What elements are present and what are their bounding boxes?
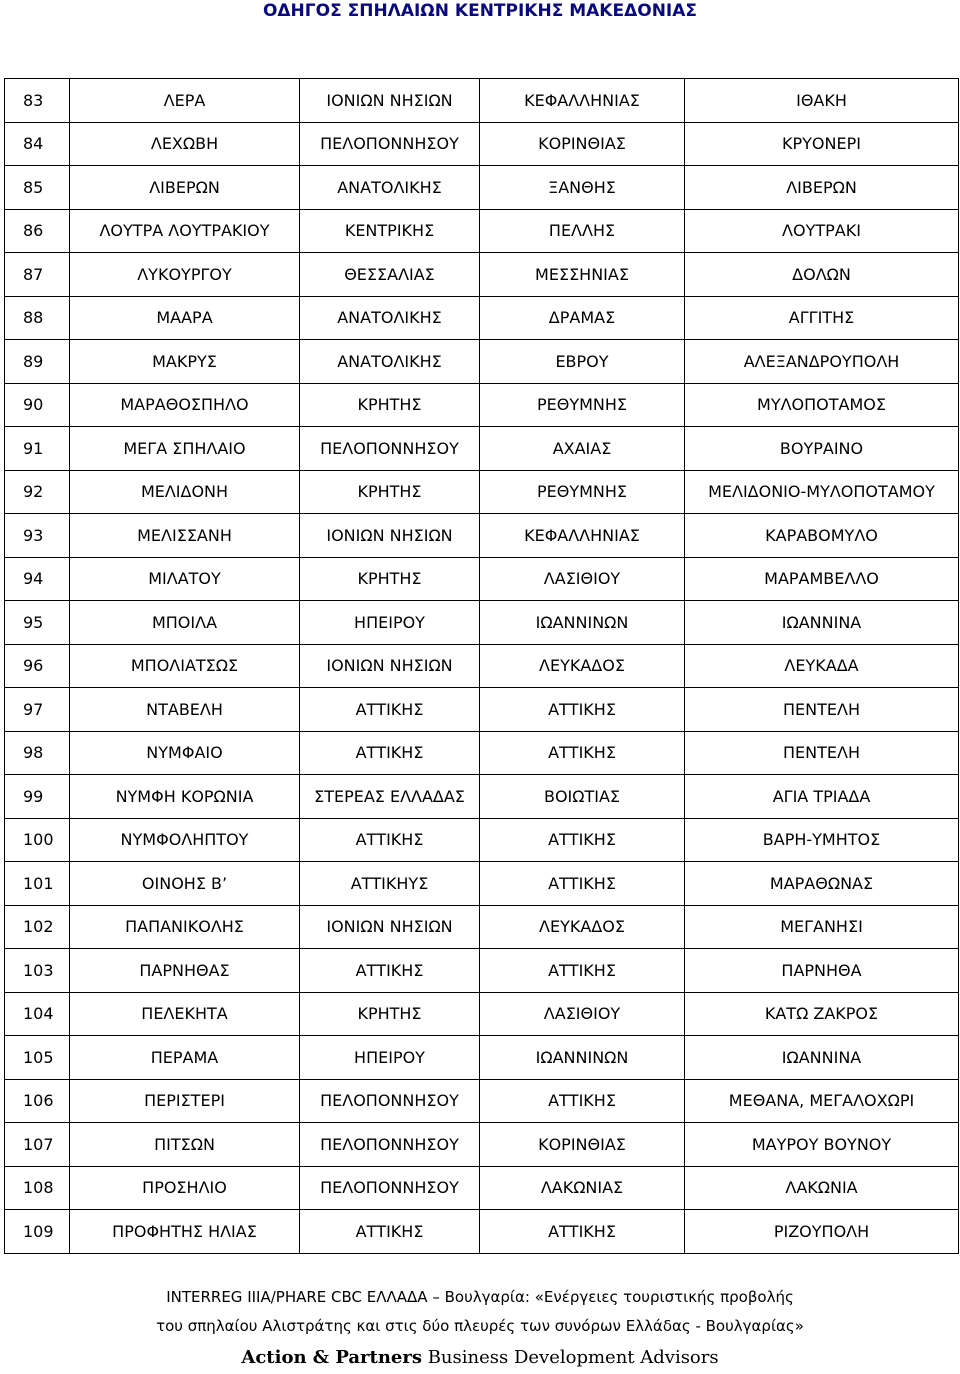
cave-number-cell: 105: [5, 1036, 70, 1080]
cave-location-cell: ΛΑΚΩΝΙΑ: [685, 1166, 959, 1210]
cave-prefecture-cell: ΚΕΦΑΛΛΗΝΙΑΣ: [480, 514, 685, 558]
cave-number-cell: 107: [5, 1123, 70, 1167]
cave-prefecture-cell: ΡΕΘΥΜΝΗΣ: [480, 383, 685, 427]
table-row: [5, 166, 959, 210]
cave-region-cell: ΑΤΤΙΚΗΣ: [300, 731, 480, 775]
cave-region-cell: ΑΝΑΤΟΛΙΚΗΣ: [300, 166, 480, 210]
cave-prefecture-cell: ΑΧΑΙΑΣ: [480, 427, 685, 471]
table-row: [5, 1210, 959, 1254]
cave-region-cell: ΠΕΛΟΠΟΝΝΗΣΟΥ: [300, 122, 480, 166]
cave-location-cell: ΚΡΥΟΝΕΡΙ: [685, 122, 959, 166]
cave-prefecture-cell: ΚΕΦΑΛΛΗΝΙΑΣ: [480, 79, 685, 123]
cave-prefecture-cell: ΛΑΚΩΝΙΑΣ: [480, 1166, 685, 1210]
cave-location-cell: ΠΑΡΝΗΘΑ: [685, 949, 959, 993]
cave-prefecture-cell: ΒΟΙΩΤΙΑΣ: [480, 775, 685, 819]
table-row: [5, 1036, 959, 1080]
cave-location-cell: ΜΕΘΑΝΑ, ΜΕΓΑΛΟΧΩΡΙ: [685, 1079, 959, 1123]
table-row: [5, 818, 959, 862]
cave-region-cell: ΑΝΑΤΟΛΙΚΗΣ: [300, 340, 480, 384]
table-row: [5, 253, 959, 297]
cave-number-cell: 88: [5, 296, 70, 340]
cave-name-cell: ΛΕΡΑ: [70, 79, 300, 123]
cave-location-cell: ΑΛΕΞΑΝΔΡΟΥΠΟΛΗ: [685, 340, 959, 384]
cave-region-cell: ΙΟΝΙΩΝ ΝΗΣΙΩΝ: [300, 514, 480, 558]
cave-number-cell: 97: [5, 688, 70, 732]
cave-number-cell: 89: [5, 340, 70, 384]
table-row: [5, 557, 959, 601]
cave-region-cell: ΗΠΕΙΡΟΥ: [300, 1036, 480, 1080]
company-tagline: Business Development Advisors: [421, 1347, 719, 1368]
cave-prefecture-cell: ΑΤΤΙΚΗΣ: [480, 949, 685, 993]
footer-company: [0, 1347, 960, 1368]
cave-name-cell: ΠΡΟΣΗΛΙΟ: [70, 1166, 300, 1210]
cave-name-cell: ΠΕΡΑΜΑ: [70, 1036, 300, 1080]
cave-location-cell: ΛΙΒΕΡΩΝ: [685, 166, 959, 210]
caves-table: [4, 78, 959, 1254]
cave-location-cell: ΙΩΑΝΝΙΝΑ: [685, 1036, 959, 1080]
cave-region-cell: ΙΟΝΙΩΝ ΝΗΣΙΩΝ: [300, 644, 480, 688]
cave-location-cell: ΜΑΡΑΜΒΕΛΛΟ: [685, 557, 959, 601]
cave-region-cell: ΑΤΤΙΚΗΣ: [300, 818, 480, 862]
cave-location-cell: ΒΟΥΡΑΙΝΟ: [685, 427, 959, 471]
cave-prefecture-cell: ΑΤΤΙΚΗΣ: [480, 731, 685, 775]
cave-prefecture-cell: ΙΩΑΝΝΙΝΩΝ: [480, 1036, 685, 1080]
cave-prefecture-cell: ΡΕΘΥΜΝΗΣ: [480, 470, 685, 514]
cave-region-cell: ΚΡΗΤΗΣ: [300, 383, 480, 427]
cave-name-cell: ΜΠΟΙΛΑ: [70, 601, 300, 645]
cave-location-cell: ΠΕΝΤΕΛΗ: [685, 731, 959, 775]
cave-number-cell: 92: [5, 470, 70, 514]
cave-region-cell: ΑΤΤΙΚΗΣ: [300, 949, 480, 993]
cave-location-cell: ΑΓΙΑ ΤΡΙΑΔΑ: [685, 775, 959, 819]
cave-location-cell: ΒΑΡΗ-ΥΜΗΤΟΣ: [685, 818, 959, 862]
cave-number-cell: 99: [5, 775, 70, 819]
cave-location-cell: ΙΘΑΚΗ: [685, 79, 959, 123]
cave-region-cell: ΚΡΗΤΗΣ: [300, 470, 480, 514]
cave-number-cell: 86: [5, 209, 70, 253]
table-row: [5, 427, 959, 471]
cave-name-cell: ΜΙΛΑΤΟΥ: [70, 557, 300, 601]
cave-location-cell: ΚΑΡΑΒΟΜΥΛΟ: [685, 514, 959, 558]
cave-location-cell: ΙΩΑΝΝΙΝΑ: [685, 601, 959, 645]
cave-region-cell: ΚΡΗΤΗΣ: [300, 992, 480, 1036]
cave-location-cell: ΔΟΛΩΝ: [685, 253, 959, 297]
cave-name-cell: ΛΙΒΕΡΩΝ: [70, 166, 300, 210]
cave-number-cell: 103: [5, 949, 70, 993]
table-row: [5, 644, 959, 688]
table-row: [5, 1123, 959, 1167]
cave-prefecture-cell: ΛΕΥΚΑΔΟΣ: [480, 644, 685, 688]
cave-number-cell: 90: [5, 383, 70, 427]
company-name: Action & Partners: [241, 1347, 422, 1368]
cave-name-cell: ΜΕΓΑ ΣΠΗΛΑΙΟ: [70, 427, 300, 471]
cave-region-cell: ΠΕΛΟΠΟΝΝΗΣΟΥ: [300, 1079, 480, 1123]
cave-region-cell: ΑΤΤΙΚΗΥΣ: [300, 862, 480, 906]
cave-name-cell: ΛΟΥΤΡΑ ΛΟΥΤΡΑΚΙΟΥ: [70, 209, 300, 253]
cave-number-cell: 96: [5, 644, 70, 688]
table-row: [5, 775, 959, 819]
cave-name-cell: ΜΑΚΡΥΣ: [70, 340, 300, 384]
cave-name-cell: ΠΕΡΙΣΤΕΡΙ: [70, 1079, 300, 1123]
cave-prefecture-cell: ΚΟΡΙΝΘΙΑΣ: [480, 1123, 685, 1167]
cave-name-cell: ΝΥΜΦΑΙΟ: [70, 731, 300, 775]
cave-prefecture-cell: ΑΤΤΙΚΗΣ: [480, 862, 685, 906]
cave-region-cell: ΗΠΕΙΡΟΥ: [300, 601, 480, 645]
cave-name-cell: ΠΑΠΑΝΙΚΟΛΗΣ: [70, 905, 300, 949]
cave-number-cell: 95: [5, 601, 70, 645]
cave-name-cell: ΜΕΛΙΔΟΝΗ: [70, 470, 300, 514]
cave-prefecture-cell: ΚΟΡΙΝΘΙΑΣ: [480, 122, 685, 166]
cave-number-cell: 87: [5, 253, 70, 297]
cave-number-cell: 85: [5, 166, 70, 210]
cave-prefecture-cell: ΑΤΤΙΚΗΣ: [480, 1210, 685, 1254]
cave-location-cell: ΛΕΥΚΑΔΑ: [685, 644, 959, 688]
cave-prefecture-cell: ΜΕΣΣΗΝΙΑΣ: [480, 253, 685, 297]
cave-prefecture-cell: ΑΤΤΙΚΗΣ: [480, 688, 685, 732]
cave-region-cell: ΘΕΣΣΑΛΙΑΣ: [300, 253, 480, 297]
cave-prefecture-cell: ΞΑΝΘΗΣ: [480, 166, 685, 210]
cave-number-cell: 100: [5, 818, 70, 862]
cave-name-cell: ΛΕΧΩΒΗ: [70, 122, 300, 166]
footer-program-line2: του σπηλαίου Αλιστράτης και στις δύο πλευρές των συνόρων Ελλάδας - Βουλγαρίας»: [156, 1317, 804, 1335]
cave-location-cell: ΜΑΥΡΟΥ ΒΟΥΝΟΥ: [685, 1123, 959, 1167]
table-row: [5, 731, 959, 775]
table-row: [5, 79, 959, 123]
footer-program-line1: INTERREG IIIA/PHARE CBC ΕΛΛΑΔΑ – Βουλγαρία: «Ενέργειες τουριστικής προβολής: [166, 1288, 794, 1306]
cave-name-cell: ΜΕΛΙΣΣΑΝΗ: [70, 514, 300, 558]
cave-name-cell: ΜΑΑΡΑ: [70, 296, 300, 340]
cave-number-cell: 98: [5, 731, 70, 775]
cave-prefecture-cell: ΑΤΤΙΚΗΣ: [480, 818, 685, 862]
cave-name-cell: ΟΙΝΟΗΣ Β’: [70, 862, 300, 906]
table-row: [5, 296, 959, 340]
table-row: [5, 470, 959, 514]
table-row: [5, 1166, 959, 1210]
cave-region-cell: ΚΡΗΤΗΣ: [300, 557, 480, 601]
table-row: [5, 688, 959, 732]
cave-prefecture-cell: ΔΡΑΜΑΣ: [480, 296, 685, 340]
cave-prefecture-cell: ΕΒΡΟΥ: [480, 340, 685, 384]
cave-location-cell: ΜΑΡΑΘΩΝΑΣ: [685, 862, 959, 906]
cave-prefecture-cell: ΠΕΛΛΗΣ: [480, 209, 685, 253]
cave-region-cell: ΠΕΛΟΠΟΝΝΗΣΟΥ: [300, 1123, 480, 1167]
cave-number-cell: 93: [5, 514, 70, 558]
document-title: ΟΔΗΓΟΣ ΣΠΗΛΑΙΩΝ ΚΕΝΤΡΙΚΗΣ ΜΑΚΕΔΟΝΙΑΣ: [262, 1, 698, 21]
cave-name-cell: ΜΠΟΛΙΑΤΣΩΣ: [70, 644, 300, 688]
cave-region-cell: ΠΕΛΟΠΟΝΝΗΣΟΥ: [300, 1166, 480, 1210]
cave-name-cell: ΝΥΜΦΗ ΚΟΡΩΝΙΑ: [70, 775, 300, 819]
table-row: [5, 949, 959, 993]
cave-number-cell: 104: [5, 992, 70, 1036]
cave-number-cell: 101: [5, 862, 70, 906]
cave-number-cell: 102: [5, 905, 70, 949]
cave-name-cell: ΠΕΛΕΚΗΤΑ: [70, 992, 300, 1036]
cave-region-cell: ΚΕΝΤΡΙΚΗΣ: [300, 209, 480, 253]
cave-prefecture-cell: ΑΤΤΙΚΗΣ: [480, 1079, 685, 1123]
cave-region-cell: ΣΤΕΡΕΑΣ ΕΛΛΑΔΑΣ: [300, 775, 480, 819]
cave-region-cell: ΑΝΑΤΟΛΙΚΗΣ: [300, 296, 480, 340]
cave-location-cell: ΜΕΓΑΝΗΣΙ: [685, 905, 959, 949]
cave-region-cell: ΑΤΤΙΚΗΣ: [300, 1210, 480, 1254]
cave-name-cell: ΠΑΡΝΗΘΑΣ: [70, 949, 300, 993]
cave-region-cell: ΑΤΤΙΚΗΣ: [300, 688, 480, 732]
cave-prefecture-cell: ΛΑΣΙΘΙΟΥ: [480, 992, 685, 1036]
cave-prefecture-cell: ΛΑΣΙΘΙΟΥ: [480, 557, 685, 601]
cave-location-cell: ΜΕΛΙΔΟΝΙΟ-ΜΥΛΟΠΟΤΑΜΟΥ: [685, 470, 959, 514]
table-row: [5, 340, 959, 384]
cave-region-cell: ΠΕΛΟΠΟΝΝΗΣΟΥ: [300, 427, 480, 471]
cave-name-cell: ΠΡΟΦΗΤΗΣ ΗΛΙΑΣ: [70, 1210, 300, 1254]
cave-name-cell: ΝΥΜΦΟΛΗΠΤΟΥ: [70, 818, 300, 862]
cave-region-cell: ΙΟΝΙΩΝ ΝΗΣΙΩΝ: [300, 79, 480, 123]
cave-number-cell: 108: [5, 1166, 70, 1210]
cave-location-cell: ΛΟΥΤΡΑΚΙ: [685, 209, 959, 253]
cave-number-cell: 91: [5, 427, 70, 471]
table-row: [5, 905, 959, 949]
table-row: [5, 1079, 959, 1123]
cave-location-cell: ΑΓΓΙΤΗΣ: [685, 296, 959, 340]
cave-location-cell: ΚΑΤΩ ΖΑΚΡΟΣ: [685, 992, 959, 1036]
cave-number-cell: 109: [5, 1210, 70, 1254]
table-row: [5, 514, 959, 558]
cave-region-cell: ΙΟΝΙΩΝ ΝΗΣΙΩΝ: [300, 905, 480, 949]
cave-prefecture-cell: ΙΩΑΝΝΙΝΩΝ: [480, 601, 685, 645]
cave-name-cell: ΝΤΑΒΕΛΗ: [70, 688, 300, 732]
table-row: [5, 122, 959, 166]
cave-number-cell: 106: [5, 1079, 70, 1123]
cave-name-cell: ΛΥΚΟΥΡΓΟΥ: [70, 253, 300, 297]
caves-table-body: [5, 79, 959, 1254]
cave-name-cell: ΜΑΡΑΘΟΣΠΗΛΟ: [70, 383, 300, 427]
cave-number-cell: 94: [5, 557, 70, 601]
cave-number-cell: 83: [5, 79, 70, 123]
table-row: [5, 383, 959, 427]
cave-name-cell: ΠΙΤΣΩΝ: [70, 1123, 300, 1167]
cave-location-cell: ΡΙΖΟΥΠΟΛΗ: [685, 1210, 959, 1254]
cave-number-cell: 84: [5, 122, 70, 166]
cave-location-cell: ΜΥΛΟΠΟΤΑΜΟΣ: [685, 383, 959, 427]
cave-prefecture-cell: ΛΕΥΚΑΔΟΣ: [480, 905, 685, 949]
cave-location-cell: ΠΕΝΤΕΛΗ: [685, 688, 959, 732]
table-row: [5, 601, 959, 645]
table-row: [5, 862, 959, 906]
table-row: [5, 992, 959, 1036]
table-row: [5, 209, 959, 253]
